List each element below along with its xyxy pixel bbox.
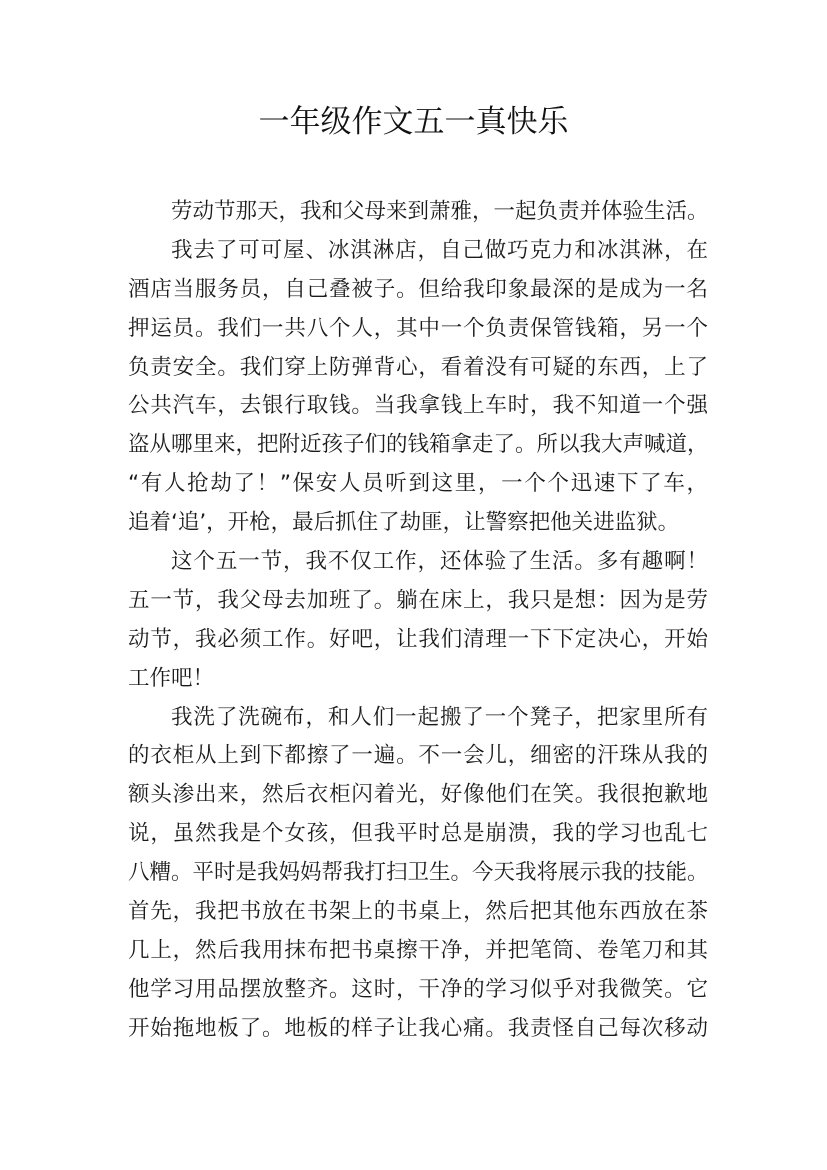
text-line: “有人抢劫了！”保安人员听到这里，一个个迅速下了车， (128, 471, 708, 497)
text-line: 开始拖地板了。地板的样子让我心痛。我责怪自己每次移动 (128, 1015, 708, 1041)
text-line: 的衣柜从上到下都擦了一遍。不一会儿，细密的汗珠从我的 (128, 743, 708, 769)
text-line: 这个五一节，我不仅工作，还体验了生活。多有趣啊！ (171, 549, 708, 575)
text-line: 八糟。平时是我妈妈帮我打扫卫生。今天我将展示我的技能。 (128, 860, 709, 886)
text-line: 我去了可可屋、冰淇淋店，自己做巧克力和冰淇淋，在 (171, 237, 708, 263)
text-line: 动节，我必须工作。好吧，让我们清理一下下定决心，开始 (128, 626, 708, 652)
text-line: 追着‘追’，开枪，最后抓住了劫匪，让警察把他关进监狱。 (128, 510, 680, 536)
text-line: 他学习用品摆放整齐。这时，干净的学习似乎对我微笑。它 (128, 976, 708, 1002)
text-line: 工作吧！ (128, 665, 215, 691)
text-line: 盗从哪里来，把附近孩子们的钱箱拿走了。所以我大声喊道， (128, 432, 709, 458)
text-line: 负责安全。我们穿上防弹背心，看着没有可疑的东西，上了 (128, 354, 708, 380)
text-line: 押运员。我们一共八个人，其中一个负责保管钱箱，另一个 (128, 315, 708, 341)
text-line: 五一节，我父母去加班了。躺在床上，我只是想：因为是劳 (128, 587, 708, 613)
document-body (128, 193, 708, 1049)
text-line: 公共汽车，去银行取钱。当我拿钱上车时，我不知道一个强 (128, 393, 708, 419)
document-title: 一年级作文五一真快乐 (258, 104, 569, 140)
text-line: 酒店当服务员，自己叠被子。但给我印象最深的是成为一名 (128, 276, 708, 302)
text-line: 劳动节那天，我和父母来到萧雅，一起负责并体验生活。 (171, 199, 709, 224)
text-line: 首先，我把书放在书架上的书桌上，然后把其他东西放在茶 (128, 899, 708, 925)
text-line: 说，虽然我是个女孩，但我平时总是崩溃，我的学习也乱七 (128, 821, 708, 847)
text-line: 额头渗出来，然后衣柜闪着光，好像他们在笑。我很抱歉地 (128, 782, 708, 808)
text-line: 几上，然后我用抹布把书桌擦干净，并把笔筒、卷笔刀和其 (128, 937, 708, 963)
text-line: 我洗了洗碗布，和人们一起搬了一个凳子，把家里所有 (171, 704, 708, 730)
